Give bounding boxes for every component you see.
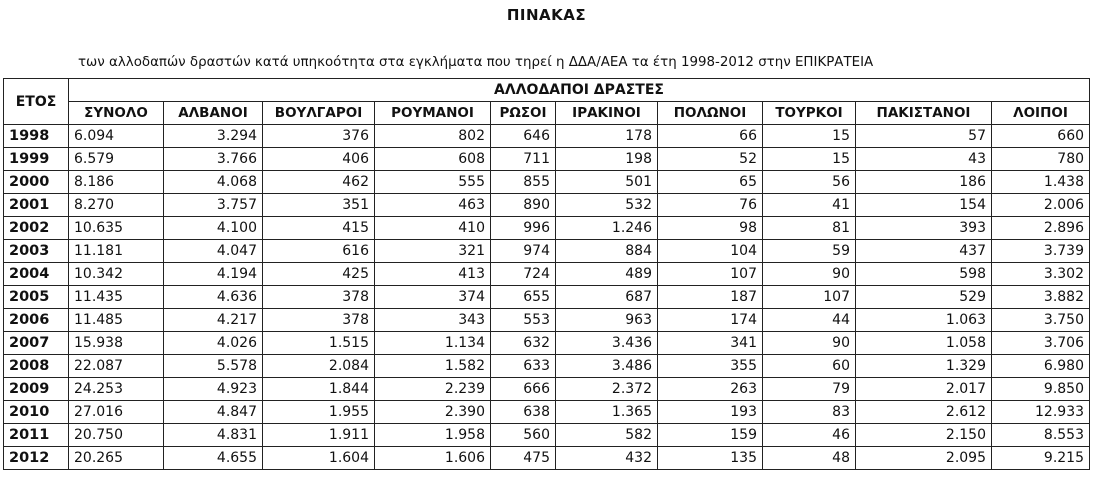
group-header: ΑΛΛΟΔΑΠΟΙ ΔΡΑΣΤΕΣ [69,79,1090,102]
value-cell: 56 [763,171,856,194]
value-cell: 393 [856,217,992,240]
column-header: ΛΟΙΠΟΙ [992,102,1090,125]
value-cell: 10.342 [69,263,164,286]
value-cell: 780 [992,148,1090,171]
value-cell: 489 [556,263,658,286]
value-cell: 616 [263,240,375,263]
value-cell: 79 [763,378,856,401]
value-cell: 351 [263,194,375,217]
value-cell: 90 [763,332,856,355]
value-cell: 6.980 [992,355,1090,378]
value-cell: 529 [856,286,992,309]
value-cell: 159 [658,424,763,447]
column-header: ΙΡΑΚΙΝΟΙ [556,102,658,125]
year-cell: 2007 [4,332,69,355]
value-cell: 3.706 [992,332,1090,355]
year-cell: 2004 [4,263,69,286]
value-cell: 890 [491,194,556,217]
value-cell: 8.186 [69,171,164,194]
value-cell: 3.750 [992,309,1090,332]
year-cell: 2006 [4,309,69,332]
header-row-columns [4,102,1090,125]
table-row [4,263,1090,286]
value-cell: 46 [763,424,856,447]
value-cell: 174 [658,309,763,332]
value-cell: 9.850 [992,378,1090,401]
table-row [4,401,1090,424]
table-row [4,332,1090,355]
value-cell: 2.239 [375,378,491,401]
value-cell: 553 [491,309,556,332]
value-cell: 3.766 [164,148,263,171]
value-cell: 1.958 [375,424,491,447]
year-cell: 2011 [4,424,69,447]
value-cell: 2.372 [556,378,658,401]
value-cell: 107 [763,286,856,309]
year-cell: 2009 [4,378,69,401]
value-cell: 724 [491,263,556,286]
year-cell: 1999 [4,148,69,171]
table-row [4,286,1090,309]
value-cell: 52 [658,148,763,171]
year-cell: 1998 [4,125,69,148]
table-row [4,171,1090,194]
value-cell: 66 [658,125,763,148]
value-cell: 44 [763,309,856,332]
value-cell: 81 [763,217,856,240]
table-body [4,125,1090,470]
value-cell: 2.150 [856,424,992,447]
value-cell: 355 [658,355,763,378]
value-cell: 4.100 [164,217,263,240]
value-cell: 8.553 [992,424,1090,447]
value-cell: 4.217 [164,309,263,332]
value-cell: 41 [763,194,856,217]
value-cell: 1.134 [375,332,491,355]
value-cell: 608 [375,148,491,171]
value-cell: 1.582 [375,355,491,378]
value-cell: 666 [491,378,556,401]
table-row [4,309,1090,332]
value-cell: 633 [491,355,556,378]
value-cell: 3.302 [992,263,1090,286]
table-row [4,125,1090,148]
value-cell: 1.844 [263,378,375,401]
value-cell: 406 [263,148,375,171]
value-cell: 1.058 [856,332,992,355]
value-cell: 1.329 [856,355,992,378]
value-cell: 376 [263,125,375,148]
value-cell: 6.094 [69,125,164,148]
value-cell: 711 [491,148,556,171]
column-header: ΣΥΝΟΛΟ [69,102,164,125]
value-cell: 425 [263,263,375,286]
value-cell: 154 [856,194,992,217]
value-cell: 532 [556,194,658,217]
value-cell: 638 [491,401,556,424]
value-cell: 186 [856,171,992,194]
column-header: ΡΟΥΜΑΝΟΙ [375,102,491,125]
value-cell: 187 [658,286,763,309]
value-cell: 15 [763,125,856,148]
value-cell: 582 [556,424,658,447]
value-cell: 15 [763,148,856,171]
value-cell: 462 [263,171,375,194]
value-cell: 60 [763,355,856,378]
value-cell: 501 [556,171,658,194]
column-header: ΒΟΥΛΓΑΡΟΙ [263,102,375,125]
value-cell: 6.579 [69,148,164,171]
value-cell: 1.955 [263,401,375,424]
value-cell: 2.896 [992,217,1090,240]
offenders-table [3,78,1090,470]
column-header: ΠΑΚΙΣΤΑΝΟΙ [856,102,992,125]
value-cell: 4.831 [164,424,263,447]
value-cell: 193 [658,401,763,424]
value-cell: 20.750 [69,424,164,447]
table-row [4,378,1090,401]
value-cell: 3.882 [992,286,1090,309]
value-cell: 43 [856,148,992,171]
value-cell: 48 [763,447,856,470]
value-cell: 802 [375,125,491,148]
value-cell: 2.612 [856,401,992,424]
value-cell: 178 [556,125,658,148]
value-cell: 4.923 [164,378,263,401]
table-row [4,355,1090,378]
value-cell: 98 [658,217,763,240]
value-cell: 432 [556,447,658,470]
year-cell: 2002 [4,217,69,240]
value-cell: 83 [763,401,856,424]
value-cell: 378 [263,309,375,332]
value-cell: 2.390 [375,401,491,424]
value-cell: 321 [375,240,491,263]
value-cell: 687 [556,286,658,309]
value-cell: 3.757 [164,194,263,217]
value-cell: 343 [375,309,491,332]
table-row [4,424,1090,447]
value-cell: 24.253 [69,378,164,401]
value-cell: 263 [658,378,763,401]
value-cell: 12.933 [992,401,1090,424]
year-cell: 2001 [4,194,69,217]
value-cell: 107 [658,263,763,286]
value-cell: 1.365 [556,401,658,424]
value-cell: 22.087 [69,355,164,378]
value-cell: 646 [491,125,556,148]
value-cell: 57 [856,125,992,148]
value-cell: 11.181 [69,240,164,263]
value-cell: 378 [263,286,375,309]
value-cell: 90 [763,263,856,286]
year-cell: 2010 [4,401,69,424]
value-cell: 415 [263,217,375,240]
value-cell: 2.095 [856,447,992,470]
value-cell: 4.026 [164,332,263,355]
value-cell: 11.485 [69,309,164,332]
value-cell: 3.486 [556,355,658,378]
table-row [4,217,1090,240]
table-row [4,194,1090,217]
value-cell: 437 [856,240,992,263]
value-cell: 2.006 [992,194,1090,217]
value-cell: 65 [658,171,763,194]
value-cell: 4.847 [164,401,263,424]
value-cell: 198 [556,148,658,171]
table-row [4,148,1090,171]
value-cell: 632 [491,332,556,355]
header-row-group [4,79,1090,102]
value-cell: 11.435 [69,286,164,309]
value-cell: 10.635 [69,217,164,240]
year-cell: 2000 [4,171,69,194]
value-cell: 59 [763,240,856,263]
value-cell: 135 [658,447,763,470]
value-cell: 1.604 [263,447,375,470]
value-cell: 374 [375,286,491,309]
column-header: ΠΟΛΩΝΟΙ [658,102,763,125]
value-cell: 855 [491,171,556,194]
value-cell: 996 [491,217,556,240]
value-cell: 1.438 [992,171,1090,194]
value-cell: 2.084 [263,355,375,378]
value-cell: 4.047 [164,240,263,263]
value-cell: 974 [491,240,556,263]
value-cell: 9.215 [992,447,1090,470]
value-cell: 413 [375,263,491,286]
value-cell: 2.017 [856,378,992,401]
value-cell: 8.270 [69,194,164,217]
value-cell: 598 [856,263,992,286]
value-cell: 20.265 [69,447,164,470]
value-cell: 963 [556,309,658,332]
value-cell: 410 [375,217,491,240]
value-cell: 76 [658,194,763,217]
value-cell: 1.063 [856,309,992,332]
year-cell: 2003 [4,240,69,263]
page-title: ΠΙΝΑΚΑΣ [506,6,587,24]
value-cell: 4.068 [164,171,263,194]
value-cell: 655 [491,286,556,309]
value-cell: 104 [658,240,763,263]
value-cell: 560 [491,424,556,447]
value-cell: 27.016 [69,401,164,424]
value-cell: 1.606 [375,447,491,470]
value-cell: 1.515 [263,332,375,355]
column-header: ΤΟΥΡΚΟΙ [763,102,856,125]
year-cell: 2012 [4,447,69,470]
value-cell: 3.436 [556,332,658,355]
value-cell: 15.938 [69,332,164,355]
value-cell: 4.194 [164,263,263,286]
column-header: ΑΛΒΑΝΟΙ [164,102,263,125]
value-cell: 4.655 [164,447,263,470]
table-subtitle: των αλλοδαπών δραστών κατά υπηκοότητα στα εγκλήματα που τηρεί η ΔΔΑ/ΑΕΑ τα έτη 1998-2012 στην ΕΠΙΚΡΑΤΕΙΑ [78,55,874,70]
value-cell: 3.294 [164,125,263,148]
value-cell: 341 [658,332,763,355]
value-cell: 463 [375,194,491,217]
value-cell: 3.739 [992,240,1090,263]
value-cell: 884 [556,240,658,263]
year-cell: 2005 [4,286,69,309]
value-cell: 1.246 [556,217,658,240]
value-cell: 660 [992,125,1090,148]
value-cell: 4.636 [164,286,263,309]
value-cell: 555 [375,171,491,194]
column-header: ΡΩΣΟΙ [491,102,556,125]
value-cell: 1.911 [263,424,375,447]
value-cell: 475 [491,447,556,470]
year-cell: 2008 [4,355,69,378]
value-cell: 5.578 [164,355,263,378]
year-column-header: ΕΤΟΣ [4,79,69,125]
table-row [4,240,1090,263]
table-row [4,447,1090,470]
